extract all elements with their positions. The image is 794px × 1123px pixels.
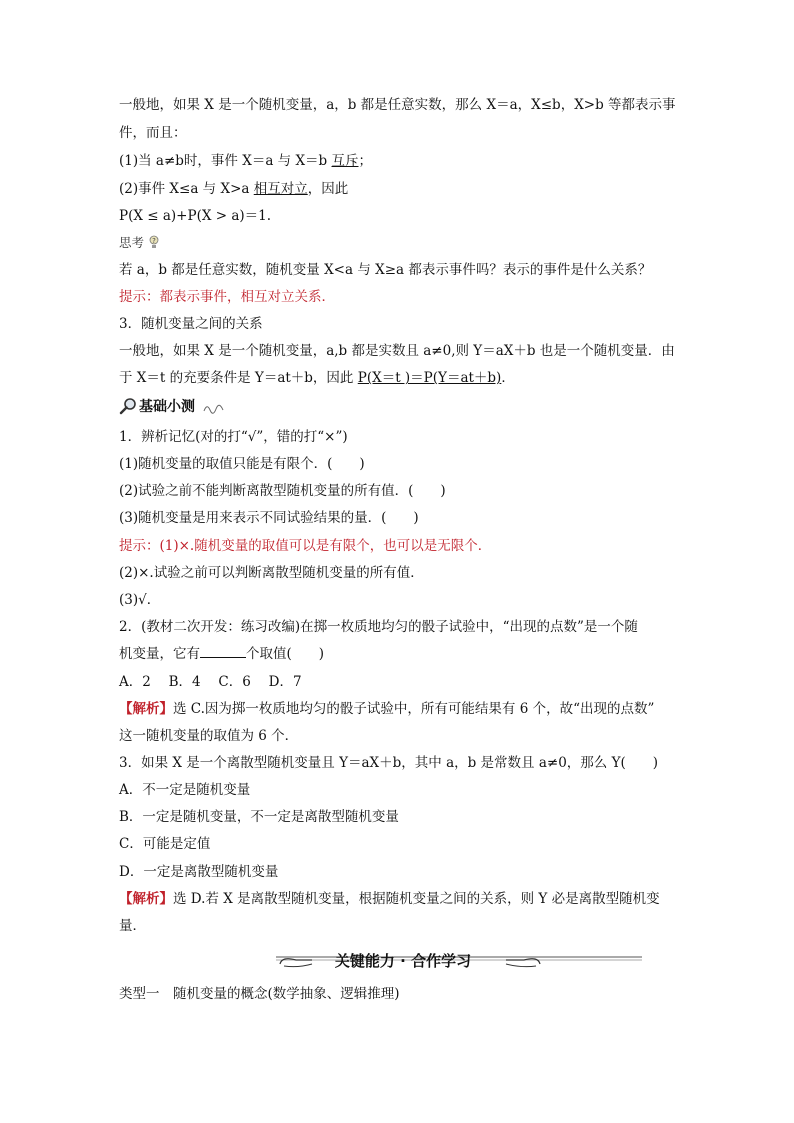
basics-title: 基础小测 (139, 399, 195, 415)
hint-line: 提示：都表示事件，相互对立关系． (119, 289, 335, 305)
solution-line (119, 700, 654, 718)
text: (2)事件 X≤a 与 X>a (119, 181, 254, 197)
text: ； (358, 153, 372, 169)
text: 选 C.因为掷一枚质地均匀的骰子试验中，所有可能结果有 6 个，故“出现的点数” (173, 701, 655, 717)
option-a: A．不一定是随机变量 (119, 782, 251, 798)
para-line (119, 180, 348, 198)
option-d: D．一定是离散型随机变量 (119, 864, 279, 880)
hint-line: (3)√． (119, 592, 161, 608)
squiggle-ornament-icon (203, 401, 225, 415)
solution-tag: 【解析】 (119, 891, 173, 907)
para-line: 件，而且： (119, 125, 187, 141)
think-heading (119, 234, 160, 252)
para-line (119, 152, 372, 170)
think-label: 思考 (119, 235, 145, 250)
question-bulb-icon (148, 235, 160, 249)
text: ． (501, 370, 515, 386)
think-question: 若 a，b 都是任意实数，随机变量 X<a 与 X≥a 都表示事件吗？表示的事件是什么关系？ (119, 262, 652, 278)
text: ，因此 (307, 181, 349, 197)
exercise-2-title: 2．(教材二次开发：练习改编)在掷一枚质地均匀的骰子试验中，“出现的点数”是一个随 (119, 619, 638, 635)
fill-in-blank (200, 645, 246, 658)
underlined-term: 互斥 (331, 153, 359, 169)
section-banner (276, 946, 642, 976)
solution-line: 这一随机变量的取值为 6 个． (119, 728, 299, 744)
underlined-formula: P(X＝t )＝P(Y＝at＋b) (357, 370, 502, 386)
text: 机变量，它有 (119, 646, 200, 662)
magnifier-icon (119, 397, 137, 415)
text: 选 D.若 X 是离散型随机变量，根据随机变量之间的关系，则 Y 必是离散型随机变 (173, 891, 660, 907)
hint-line: (2)×.试验之前可以判断离散型随机变量的所有值． (119, 565, 424, 581)
exercise-item: (2)试验之前不能判断离散型随机变量的所有值．( ) (119, 483, 446, 499)
hint-line: 提示：(1)×.随机变量的取值可以是有限个，也可以是无限个． (119, 538, 492, 554)
option-b: B．一定是随机变量，不一定是离散型随机变量 (119, 809, 399, 825)
text: (1)当 a≠b时，事件 X＝a 与 X＝b (119, 153, 332, 169)
solution-line: 量． (119, 918, 146, 934)
exercise-3-title: 3．如果 X 是一个离散型随机变量且 Y＝aX＋b，其中 a，b 是常数且 a≠0，那么 Y( ) (119, 755, 659, 771)
para-line (119, 369, 515, 387)
formula-line: P(X ≤ a)+P(X > a)＝1. (119, 208, 272, 224)
svg-text:?: ? (152, 237, 156, 245)
type-heading: 类型一 随机变量的概念(数学抽象、逻辑推理) (119, 986, 400, 1002)
solution-line (119, 890, 660, 908)
banner-title: 关键能力 · 合作学习 (334, 952, 472, 970)
exercise-item: (1)随机变量的取值只能是有限个．( ) (119, 456, 365, 472)
exercise-2-line (119, 645, 324, 663)
option-c: C．可能是定值 (119, 836, 211, 852)
text: 于 X＝t 的充要条件是 Y＝at＋b，因此 (119, 370, 358, 386)
para-line: 一般地，如果 X 是一个随机变量，a,b 都是实数且 a≠0,则 Y＝aX＋b 也是一个随机变量．由 (119, 343, 675, 359)
exercise-options: A．2 B．4 C．6 D．7 (119, 674, 302, 690)
para-line: 一般地，如果 X 是一个随机变量，a，b 都是任意实数，那么 X＝a，X≤b，X>b 等都表示事 (119, 97, 676, 113)
section-heading: 3．随机变量之间的关系 (119, 316, 263, 332)
underlined-term: 相互对立 (253, 181, 308, 197)
solution-tag: 【解析】 (119, 701, 173, 717)
text: 个取值( ) (246, 646, 325, 662)
exercise-item: (3)随机变量是用来表示不同试验结果的量．( ) (119, 510, 419, 526)
exercise-1-title: 1．辨析记忆(对的打“√”，错的打“×”) (119, 429, 348, 445)
